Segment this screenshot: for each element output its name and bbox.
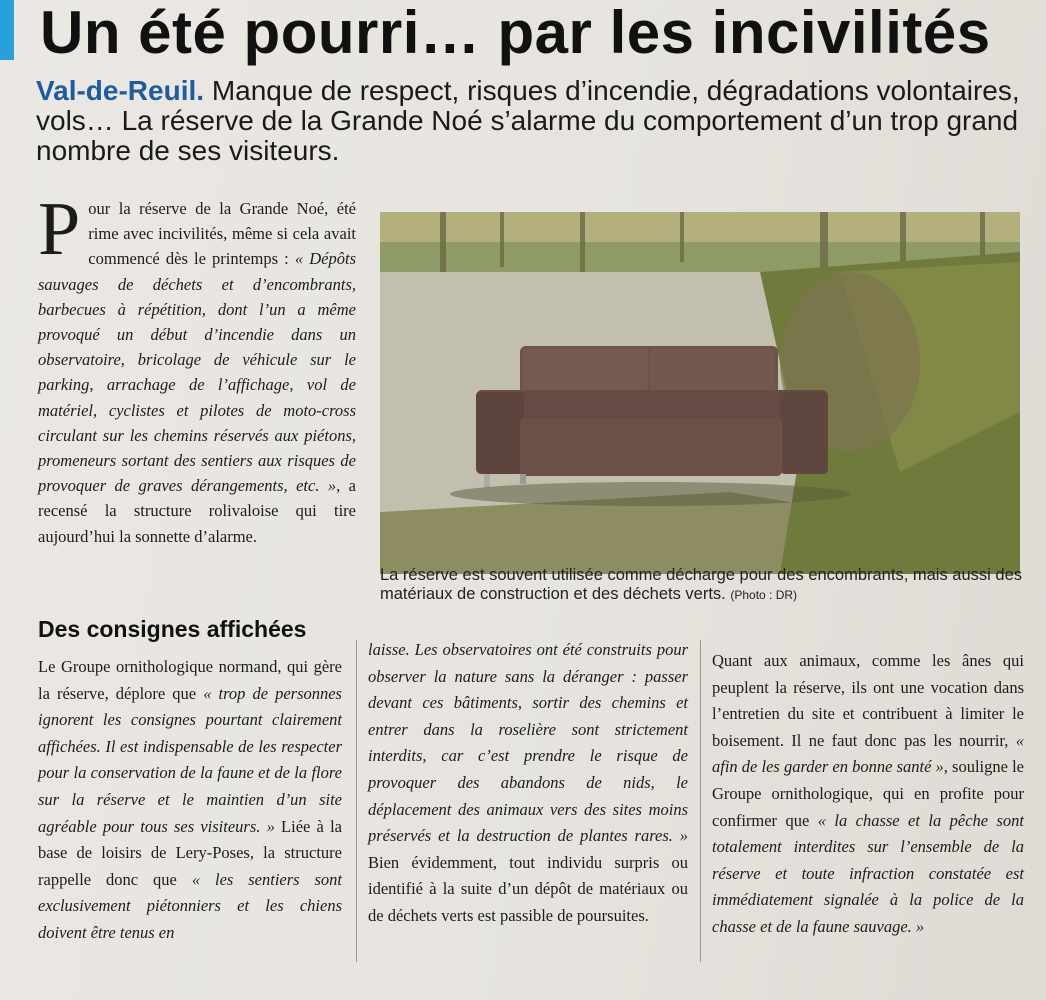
- section-subhead: Des consignes affichées: [38, 616, 307, 642]
- column-divider-1: [356, 640, 357, 962]
- intro-quote: « Dépôts sauvages de déchets et d’encombrants, barbecues à répétition, dont l’un a même provoqué un début d’incendie dans un observatoire, bricolage de véhicule sur le parking, arrachage de l’affichage, vol de matériel, cyclistes et pilotes de moto-cross circulant sur les chemins réservés aux piétons, promeneurs sortant des sentiers aux risques de provoquer de graves dérangements, etc. »: [38, 249, 356, 496]
- col3-text-1: Quant aux animaux, comme les ânes qui peuplent la réserve, ils ont une vocation dans l’entretien du site et contribuent à limiter le boisement. Il ne faut donc pas les nourrir,: [712, 651, 1024, 750]
- body-column-3: [712, 648, 1024, 941]
- col1-text-2: Liée à la base de loisirs de Lery-Poses, la structure rappelle donc que: [38, 816, 342, 889]
- drop-cap: P: [38, 187, 81, 271]
- col1-quote-2: « les sentiers sont exclusivement piétonniers et les chiens doivent être tenus en: [38, 869, 342, 942]
- article-headline: Un été pourri… par les incivilités: [40, 0, 991, 66]
- standfirst-text: Manque de respect, risques d’incendie, dégradations volontaires, vols… La réserve de la Grande Noé s’alarme du comportement d’un trop grand nombre de ses visiteurs.: [36, 75, 1020, 166]
- col3-quote-2: « la chasse et la pêche sont totalement interdites sur l’ensemble de la réserve et toute infraction constatée est immédiatement signalée à la police de la chasse et de la faune sauvage. »: [712, 810, 1025, 936]
- article-standfirst: [36, 76, 1026, 166]
- article-photo-sofa: [380, 212, 1020, 574]
- col1-quote-1: « trop de personnes ignorent les consignes pourtant clairement affichées. Il est indispensable de les respecter pour la conservation de la faune et de la flore sur la réserve et le maintien d’un site agréable pour tous ses visiteurs. »: [38, 683, 342, 836]
- intro-text-end: , a recensé la structure rolivaloise qui tire aujourd’hui la sonnette d’alarme.: [38, 476, 357, 546]
- col2-text: Bien évidemment, tout individu surpris ou identifié à la suite d’un dépôt de matériaux ou de déchets verts est passible de poursuites.: [368, 852, 688, 925]
- body-column-2: [368, 637, 688, 930]
- standfirst-place: Val-de-Reuil.: [36, 75, 205, 106]
- body-column-1: [38, 654, 342, 947]
- photo-credit: (Photo : DR): [730, 588, 798, 602]
- col2-quote: laisse. Les observatoires ont été construits pour observer la nature sans la déranger : passer devant ces bâtiments, sortir des chemins et entrer dans la roselière sont strictement interdits, car c’est prendre le risque de provoquer des abandons de nids, le déplacement des animaux vers des sites moins préservés et la destruction de plantes rares. »: [368, 640, 688, 846]
- page-edge-color-band: [0, 0, 14, 60]
- intro-text: our la réserve de la Grande Noé, été rime avec incivilités, même si cela avait commencé dès le printemps :: [88, 199, 356, 269]
- col1-text-1: Le Groupe ornithologique normand, qui gère la réserve, déplore que: [38, 657, 342, 703]
- column-divider-2: [700, 640, 701, 962]
- caption-text: La réserve est souvent utilisée comme décharge pour des encombrants, mais aussi des matériaux de construction et des déchets verts.: [380, 566, 1022, 603]
- intro-column: [38, 187, 357, 549]
- col3-quote-1: « afin de les garder en bonne santé »: [712, 730, 1024, 777]
- sofa: [476, 346, 828, 488]
- photo-caption: [380, 566, 1030, 605]
- col3-text-2: , souligne le Groupe ornithologique, qui en profite pour confirmer que: [712, 757, 1024, 830]
- sofa-photo-illustration: [380, 212, 1020, 574]
